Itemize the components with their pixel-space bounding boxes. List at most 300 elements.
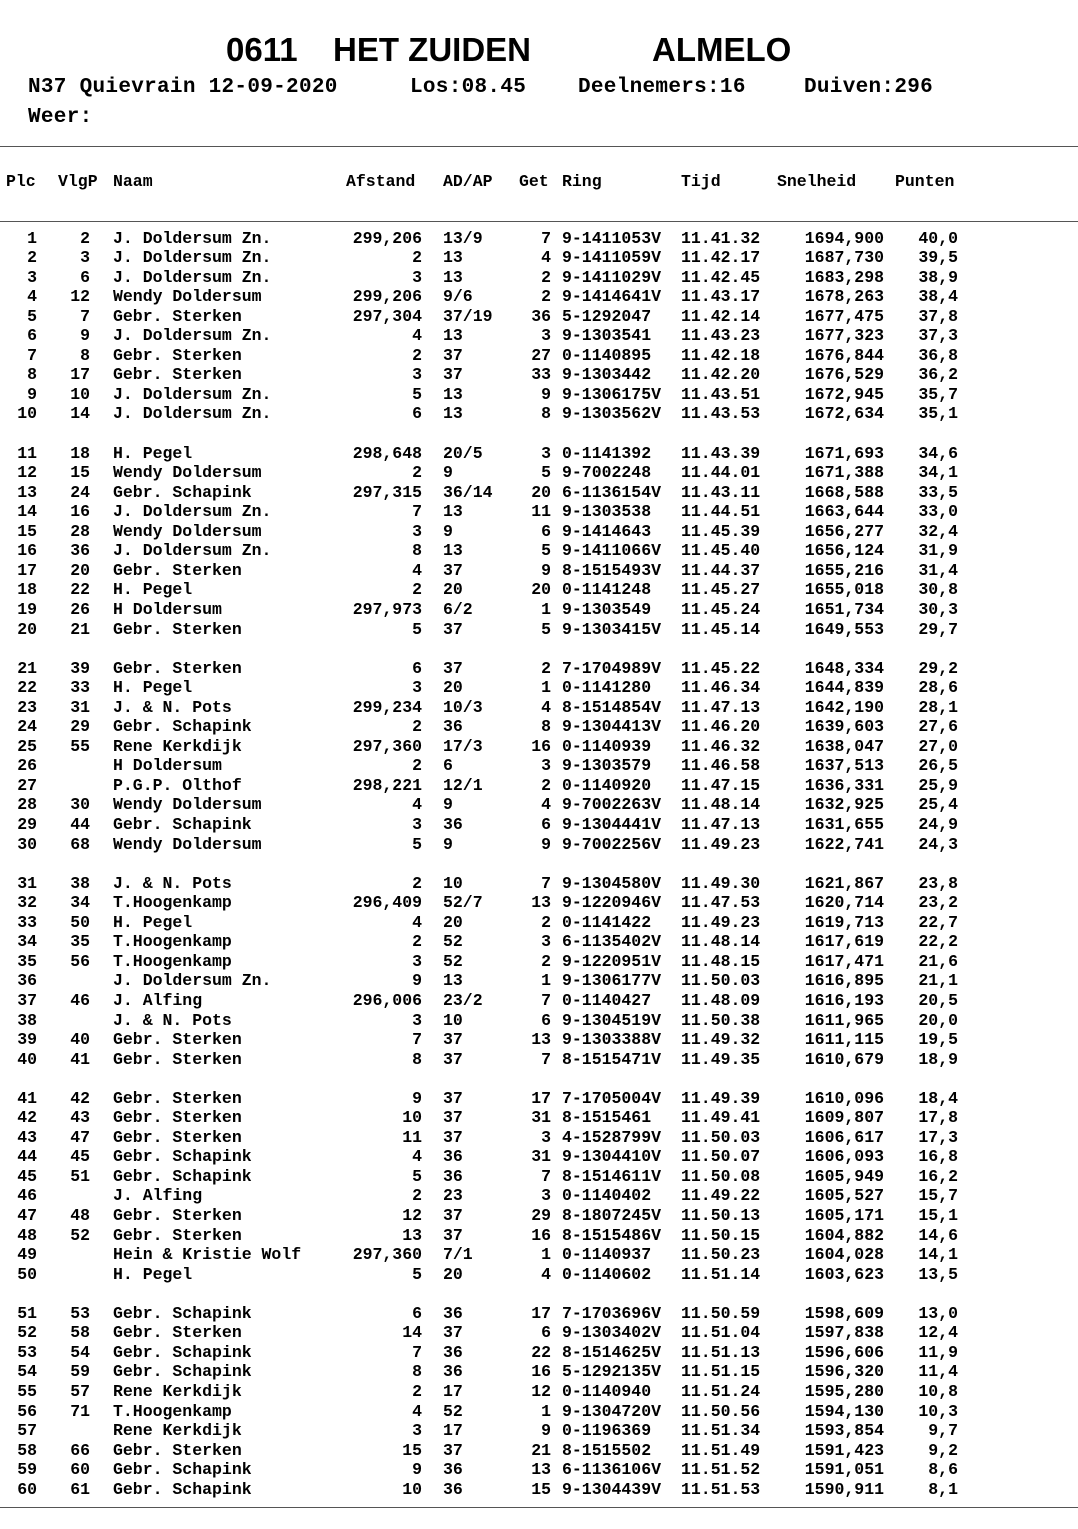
cell-get: 2 <box>541 658 551 678</box>
cell-snelheid: 1596,320 <box>804 1362 884 1382</box>
cell-snelheid: 1591,051 <box>804 1460 884 1480</box>
cell-naam: Gebr. Sterken <box>113 1225 242 1245</box>
table-row <box>0 561 1078 581</box>
cell-plc: 8 <box>27 365 37 385</box>
cell-get: 29 <box>531 1206 551 1225</box>
cell-adap: 52 <box>443 932 463 952</box>
cell-vlgp: 8 <box>80 345 90 365</box>
cell-adap: 20/5 <box>443 443 483 463</box>
cell-plc: 9 <box>27 384 37 404</box>
flight-info <box>28 75 1068 101</box>
cell-snelheid: 1656,124 <box>804 541 884 561</box>
cell-adap: 36 <box>443 717 463 737</box>
cell-naam: Wendy Doldersum <box>113 795 262 815</box>
column-headers <box>0 172 1078 192</box>
cell-get: 6 <box>541 815 551 834</box>
cell-vlgp: 50 <box>70 912 90 932</box>
cell-naam: H. Pegel <box>113 912 193 932</box>
cell-get: 20 <box>531 482 551 502</box>
cell-punten: 20,0 <box>918 1010 958 1030</box>
cell-tijd: 11.43.17 <box>681 287 761 307</box>
cell-afstand: 2 <box>412 580 422 600</box>
cell-punten: 23,8 <box>918 873 958 893</box>
cell-tijd: 11.45.27 <box>681 580 761 600</box>
cell-get: 7 <box>541 873 551 893</box>
cell-naam: H. Pegel <box>113 443 193 463</box>
cell-plc: 3 <box>27 267 37 287</box>
cell-plc: 56 <box>17 1401 37 1421</box>
cell-ring: 4-1528799V <box>562 1127 662 1147</box>
cell-plc: 33 <box>17 912 37 932</box>
cell-snelheid: 1638,047 <box>804 736 884 756</box>
table-row <box>0 874 1078 894</box>
cell-afstand: 6 <box>412 404 422 424</box>
cell-afstand: 10 <box>402 1479 422 1499</box>
cell-punten: 17,8 <box>918 1108 958 1128</box>
cell-tijd: 11.48.15 <box>681 951 761 971</box>
cell-afstand: 4 <box>412 1147 422 1167</box>
cell-snelheid: 1656,277 <box>804 521 884 541</box>
cell-get: 17 <box>531 1088 551 1108</box>
cell-vlgp: 33 <box>70 678 90 698</box>
cell-get: 15 <box>531 1479 551 1499</box>
cell-get: 3 <box>541 326 551 346</box>
cell-vlgp: 28 <box>70 521 90 541</box>
table-row <box>0 268 1078 288</box>
cell-snelheid: 1642,190 <box>804 697 884 717</box>
cell-punten: 10,8 <box>918 1381 958 1401</box>
cell-ring: 5-1292135V <box>562 1362 662 1382</box>
cell-punten: 14,6 <box>918 1225 958 1245</box>
cell-plc: 32 <box>17 893 37 913</box>
cell-adap: 12/1 <box>443 775 483 795</box>
cell-get: 31 <box>531 1147 551 1167</box>
cell-afstand: 7 <box>412 1030 422 1050</box>
cell-adap: 10 <box>443 1010 463 1030</box>
cell-vlgp: 26 <box>70 599 90 619</box>
cell-naam: Rene Kerkdijk <box>113 736 242 756</box>
cell-get: 1 <box>541 971 551 991</box>
table-row <box>0 1245 1078 1265</box>
cell-plc: 36 <box>17 971 37 991</box>
cell-punten: 30,3 <box>918 599 958 619</box>
cell-punten: 9,2 <box>928 1440 958 1460</box>
cell-adap: 9 <box>443 463 453 483</box>
cell-plc: 6 <box>27 326 37 346</box>
cell-naam: H. Pegel <box>113 580 193 600</box>
cell-ring: 0-1140940 <box>562 1381 652 1401</box>
cell-naam: Gebr. Schapink <box>113 815 252 834</box>
header-rule-top <box>0 146 1078 147</box>
cell-naam: Gebr. Schapink <box>113 1342 252 1362</box>
cell-ring: 9-7002263V <box>562 795 662 815</box>
cell-plc: 22 <box>17 678 37 698</box>
cell-punten: 12,4 <box>918 1323 958 1343</box>
cell-snelheid: 1687,730 <box>804 248 884 268</box>
cell-ring: 9-1220951V <box>562 951 662 971</box>
cell-adap: 20 <box>443 1264 463 1284</box>
cell-ring: 9-1303562V <box>562 404 662 424</box>
cell-tijd: 11.48.14 <box>681 795 761 815</box>
cell-punten: 34,1 <box>918 463 958 483</box>
cell-ring: 9-1303538 <box>562 502 652 522</box>
cell-ring: 9-1414641V <box>562 287 662 307</box>
table-row <box>0 717 1078 737</box>
cell-naam: J. Doldersum Zn. <box>113 267 272 287</box>
cell-adap: 36 <box>443 815 463 834</box>
cell-punten: 15,7 <box>918 1186 958 1206</box>
cell-tijd: 11.49.32 <box>681 1030 761 1050</box>
cell-get: 1 <box>541 599 551 619</box>
cell-tijd: 11.44.37 <box>681 560 761 580</box>
cell-vlgp: 10 <box>70 384 90 404</box>
cell-adap: 37 <box>443 1206 463 1225</box>
cell-plc: 17 <box>17 560 37 580</box>
cell-ring: 0-1196369 <box>562 1421 652 1441</box>
cell-naam: Gebr. Sterken <box>113 658 242 678</box>
cell-snelheid: 1672,945 <box>804 384 884 404</box>
cell-punten: 17,3 <box>918 1127 958 1147</box>
cell-naam: J. & N. Pots <box>113 873 232 893</box>
cell-tijd: 11.42.20 <box>681 365 761 385</box>
cell-plc: 23 <box>17 697 37 717</box>
table-row <box>0 1265 1078 1285</box>
table-row <box>0 1323 1078 1343</box>
cell-afstand: 4 <box>412 912 422 932</box>
cell-punten: 35,7 <box>918 384 958 404</box>
table-row <box>0 346 1078 366</box>
cell-snelheid: 1671,388 <box>804 463 884 483</box>
cell-plc: 39 <box>17 1030 37 1050</box>
table-row <box>0 248 1078 268</box>
cell-get: 9 <box>541 560 551 580</box>
cell-adap: 20 <box>443 678 463 698</box>
cell-get: 9 <box>541 384 551 404</box>
cell-ring: 6-1135402V <box>562 932 662 952</box>
cell-afstand: 9 <box>412 1088 422 1108</box>
cell-tijd: 11.50.03 <box>681 971 761 991</box>
table-row <box>0 1304 1078 1324</box>
table-row <box>0 1206 1078 1226</box>
cell-punten: 38,9 <box>918 267 958 287</box>
cell-ring: 0-1140920 <box>562 775 652 795</box>
cell-plc: 10 <box>17 404 37 424</box>
cell-adap: 13 <box>443 267 463 287</box>
cell-snelheid: 1605,527 <box>804 1186 884 1206</box>
cell-punten: 18,4 <box>918 1088 958 1108</box>
cell-tijd: 11.51.52 <box>681 1460 761 1480</box>
cell-adap: 37 <box>443 1088 463 1108</box>
col-snelheid: Snelheid <box>777 172 857 191</box>
cell-plc: 24 <box>17 717 37 737</box>
table-row <box>0 1226 1078 1246</box>
cell-snelheid: 1655,216 <box>804 560 884 580</box>
cell-ring: 9-1220946V <box>562 893 662 913</box>
cell-punten: 32,4 <box>918 521 958 541</box>
cell-ring: 9-1306175V <box>562 384 662 404</box>
cell-afstand: 6 <box>412 658 422 678</box>
cell-vlgp: 54 <box>70 1342 90 1362</box>
table-row <box>0 913 1078 933</box>
cell-plc: 31 <box>17 873 37 893</box>
cell-afstand: 11 <box>402 1127 422 1147</box>
cell-ring: 0-1140939 <box>562 736 652 756</box>
cell-punten: 25,4 <box>918 795 958 815</box>
cell-snelheid: 1649,553 <box>804 619 884 639</box>
cell-naam: T.Hoogenkamp <box>113 1401 232 1421</box>
cell-get: 9 <box>541 834 551 854</box>
cell-afstand: 3 <box>412 1421 422 1441</box>
cell-ring: 0-1140937 <box>562 1245 652 1265</box>
cell-tijd: 11.49.23 <box>681 912 761 932</box>
cell-ring: 9-1303579 <box>562 756 652 776</box>
cell-snelheid: 1606,093 <box>804 1147 884 1167</box>
cell-adap: 52 <box>443 951 463 971</box>
table-row <box>0 776 1078 796</box>
cell-snelheid: 1593,854 <box>804 1421 884 1441</box>
cell-vlgp: 59 <box>70 1362 90 1382</box>
cell-naam: Gebr. Sterken <box>113 619 242 639</box>
cell-tijd: 11.50.08 <box>681 1166 761 1186</box>
cell-get: 4 <box>541 697 551 717</box>
cell-tijd: 11.44.01 <box>681 463 761 483</box>
cell-get: 16 <box>531 1225 551 1245</box>
cell-naam: J. Alfing <box>113 990 203 1010</box>
table-row <box>0 893 1078 913</box>
cell-tijd: 11.50.59 <box>681 1303 761 1323</box>
cell-get: 3 <box>541 1127 551 1147</box>
cell-ring: 9-1411066V <box>562 541 662 561</box>
cell-get: 1 <box>541 678 551 698</box>
cell-punten: 22,2 <box>918 932 958 952</box>
cell-punten: 15,1 <box>918 1206 958 1225</box>
cell-adap: 13 <box>443 502 463 522</box>
cell-plc: 29 <box>17 815 37 834</box>
cell-naam: J. Doldersum Zn. <box>113 326 272 346</box>
table-row <box>0 580 1078 600</box>
cell-ring: 9-1304441V <box>562 815 662 834</box>
cell-naam: Gebr. Sterken <box>113 1127 242 1147</box>
table-row <box>0 1362 1078 1382</box>
table-row <box>0 229 1078 249</box>
table-row <box>0 1460 1078 1480</box>
cell-plc: 20 <box>17 619 37 639</box>
cell-get: 5 <box>541 541 551 561</box>
cell-afstand: 3 <box>412 1010 422 1030</box>
cell-get: 5 <box>541 619 551 639</box>
cell-snelheid: 1616,895 <box>804 971 884 991</box>
cell-get: 31 <box>531 1108 551 1128</box>
cell-snelheid: 1595,280 <box>804 1381 884 1401</box>
col-tijd: Tijd <box>681 172 721 191</box>
cell-afstand: 13 <box>402 1225 422 1245</box>
cell-afstand: 14 <box>402 1323 422 1343</box>
cell-punten: 29,7 <box>918 619 958 639</box>
cell-punten: 9,7 <box>928 1421 958 1441</box>
cell-ring: 0-1140895 <box>562 345 652 365</box>
cell-afstand: 5 <box>412 834 422 854</box>
footer-rule <box>0 1507 1078 1508</box>
cell-plc: 27 <box>17 775 37 795</box>
cell-vlgp: 56 <box>70 951 90 971</box>
cell-snelheid: 1694,900 <box>804 228 884 248</box>
cell-vlgp: 29 <box>70 717 90 737</box>
table-row <box>0 1147 1078 1167</box>
table-row <box>0 620 1078 640</box>
cell-get: 22 <box>531 1342 551 1362</box>
cell-ring: 8-1514611V <box>562 1166 662 1186</box>
cell-tijd: 11.50.03 <box>681 1127 761 1147</box>
cell-afstand: 12 <box>402 1206 422 1225</box>
cell-snelheid: 1622,741 <box>804 834 884 854</box>
cell-adap: 37 <box>443 560 463 580</box>
cell-snelheid: 1617,619 <box>804 932 884 952</box>
cell-vlgp: 58 <box>70 1323 90 1343</box>
cell-ring: 7-1703696V <box>562 1303 662 1323</box>
table-row <box>0 737 1078 757</box>
table-row <box>0 971 1078 991</box>
cell-tijd: 11.51.04 <box>681 1323 761 1343</box>
cell-naam: H Doldersum <box>113 599 222 619</box>
cell-ring: 8-1515502 <box>562 1440 652 1460</box>
participant-count: Deelnemers:16 <box>578 76 746 99</box>
cell-tijd: 11.41.32 <box>681 228 761 248</box>
cell-naam: Gebr. Schapink <box>113 1303 252 1323</box>
cell-snelheid: 1619,713 <box>804 912 884 932</box>
cell-get: 4 <box>541 248 551 268</box>
cell-punten: 20,5 <box>918 990 958 1010</box>
cell-naam: Gebr. Schapink <box>113 1147 252 1167</box>
cell-snelheid: 1604,028 <box>804 1245 884 1265</box>
cell-naam: Gebr. Sterken <box>113 1049 242 1069</box>
cell-get: 7 <box>541 1166 551 1186</box>
cell-adap: 10/3 <box>443 697 483 717</box>
table-row <box>0 659 1078 679</box>
table-row <box>0 326 1078 346</box>
cell-punten: 13,0 <box>918 1303 958 1323</box>
cell-snelheid: 1639,603 <box>804 717 884 737</box>
cell-adap: 36 <box>443 1479 463 1499</box>
cell-punten: 21,1 <box>918 971 958 991</box>
cell-punten: 27,6 <box>918 717 958 737</box>
cell-plc: 48 <box>17 1225 37 1245</box>
cell-snelheid: 1617,471 <box>804 951 884 971</box>
cell-adap: 36 <box>443 1303 463 1323</box>
cell-vlgp: 16 <box>70 502 90 522</box>
cell-adap: 37 <box>443 1440 463 1460</box>
col-afstand: Afstand <box>346 172 416 191</box>
col-get: Get <box>519 172 549 191</box>
cell-vlgp: 21 <box>70 619 90 639</box>
cell-naam: Wendy Doldersum <box>113 521 262 541</box>
cell-tijd: 11.45.39 <box>681 521 761 541</box>
cell-naam: T.Hoogenkamp <box>113 932 232 952</box>
cell-tijd: 11.46.32 <box>681 736 761 756</box>
cell-afstand: 297,304 <box>352 306 422 326</box>
cell-afstand: 299,206 <box>352 228 422 248</box>
cell-snelheid: 1611,965 <box>804 1010 884 1030</box>
cell-snelheid: 1590,911 <box>804 1479 884 1499</box>
cell-get: 5 <box>541 463 551 483</box>
cell-tijd: 11.42.18 <box>681 345 761 365</box>
cell-ring: 9-1303549 <box>562 599 652 619</box>
cell-vlgp: 15 <box>70 463 90 483</box>
cell-naam: Wendy Doldersum <box>113 463 262 483</box>
cell-vlgp: 48 <box>70 1206 90 1225</box>
cell-plc: 11 <box>17 443 37 463</box>
cell-plc: 37 <box>17 990 37 1010</box>
cell-plc: 57 <box>17 1421 37 1441</box>
cell-snelheid: 1596,606 <box>804 1342 884 1362</box>
cell-ring: 6-1136154V <box>562 482 662 502</box>
cell-vlgp: 12 <box>70 287 90 307</box>
cell-adap: 37 <box>443 365 463 385</box>
cell-get: 27 <box>531 345 551 365</box>
cell-ring: 8-1515493V <box>562 560 662 580</box>
cell-plc: 59 <box>17 1460 37 1480</box>
cell-afstand: 3 <box>412 521 422 541</box>
cell-naam: J. Doldersum Zn. <box>113 384 272 404</box>
cell-adap: 9 <box>443 521 453 541</box>
cell-afstand: 10 <box>402 1108 422 1128</box>
cell-afstand: 2 <box>412 1381 422 1401</box>
cell-snelheid: 1631,655 <box>804 815 884 834</box>
cell-adap: 36 <box>443 1342 463 1362</box>
cell-plc: 2 <box>27 248 37 268</box>
cell-tijd: 11.43.11 <box>681 482 761 502</box>
cell-ring: 0-1141422 <box>562 912 652 932</box>
weather-label: Weer: <box>28 106 93 129</box>
table-row <box>0 1128 1078 1148</box>
cell-ring: 9-1304439V <box>562 1479 662 1499</box>
cell-tijd: 11.42.45 <box>681 267 761 287</box>
cell-afstand: 5 <box>412 384 422 404</box>
cell-adap: 36/14 <box>443 482 493 502</box>
cell-tijd: 11.48.09 <box>681 990 761 1010</box>
cell-plc: 26 <box>17 756 37 776</box>
cell-naam: H. Pegel <box>113 1264 193 1284</box>
cell-plc: 21 <box>17 658 37 678</box>
cell-naam: J. Doldersum Zn. <box>113 502 272 522</box>
cell-snelheid: 1677,323 <box>804 326 884 346</box>
cell-punten: 24,9 <box>918 815 958 834</box>
cell-afstand: 9 <box>412 971 422 991</box>
cell-vlgp: 20 <box>70 560 90 580</box>
cell-snelheid: 1632,925 <box>804 795 884 815</box>
cell-plc: 16 <box>17 541 37 561</box>
cell-get: 3 <box>541 1186 551 1206</box>
cell-adap: 23 <box>443 1186 463 1206</box>
cell-get: 2 <box>541 775 551 795</box>
cell-ring: 0-1141248 <box>562 580 652 600</box>
table-row <box>0 795 1078 815</box>
table-row <box>0 1186 1078 1206</box>
cell-punten: 28,6 <box>918 678 958 698</box>
cell-punten: 30,8 <box>918 580 958 600</box>
cell-snelheid: 1663,644 <box>804 502 884 522</box>
table-row <box>0 1480 1078 1500</box>
cell-adap: 37 <box>443 1108 463 1128</box>
cell-naam: Hein & Kristie Wolf <box>113 1245 302 1265</box>
cell-punten: 8,1 <box>928 1479 958 1499</box>
col-naam: Naam <box>113 172 153 191</box>
table-row <box>0 365 1078 385</box>
cell-plc: 13 <box>17 482 37 502</box>
cell-naam: Gebr. Sterken <box>113 365 242 385</box>
cell-get: 21 <box>531 1440 551 1460</box>
cell-afstand: 7 <box>412 502 422 522</box>
cell-tijd: 11.48.14 <box>681 932 761 952</box>
